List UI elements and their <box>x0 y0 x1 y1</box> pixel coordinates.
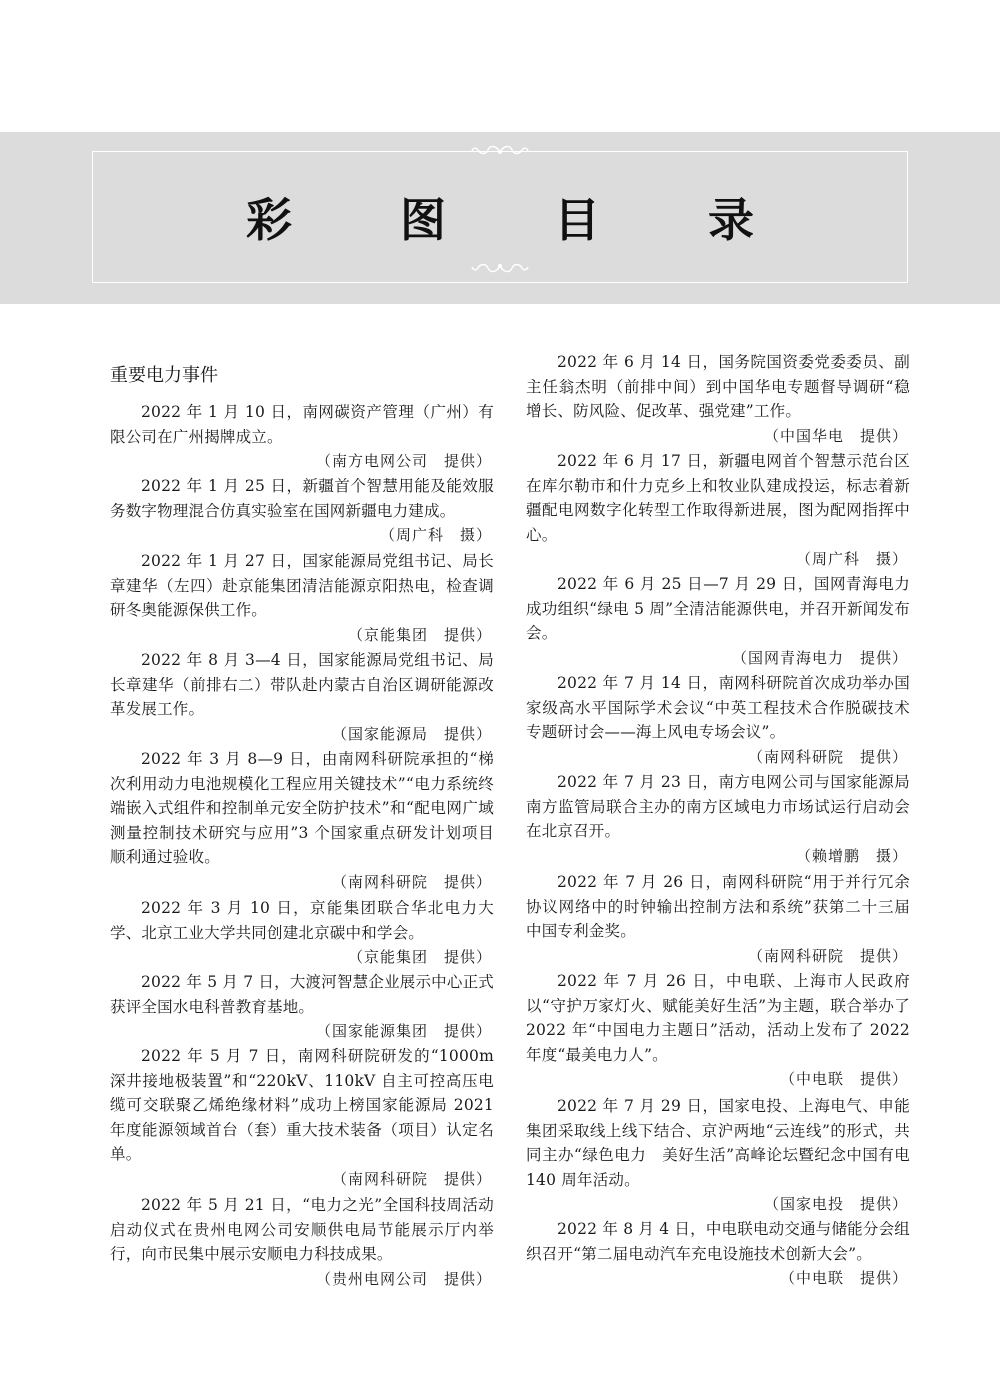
photo-credit: （京能集团 提供） <box>347 948 492 966</box>
event-text: 2022 年 1 月 25 日，新疆首个智慧用能及能效服务数字物理混合仿真实验室在国网新疆电力建成。 <box>110 477 494 520</box>
event-entry <box>110 400 494 474</box>
event-text: 2022 年 3 月 8—9 日，由南网科研院承担的“梯次利用动力电池规模化工程应用关键技术”“电力系统终端嵌入式组件和控制单元安全防护技术”和“配电网广域测量控制技术研究与应用”3 个国家重点研发计划项目顺利通过验收。 <box>110 750 494 866</box>
photo-credit: （贵州电网公司 提供） <box>315 1269 492 1288</box>
event-entry <box>526 770 910 868</box>
event-text: 2022 年 5 月 7 日，南网科研院研发的“1000m 深井接地极装置”和“220kV、110kV 自主可控高压电缆可交联聚乙烯绝缘材料”成功上榜国家能源局 2021 年度能源领域首台（套）重大技术装备（项目）认定名单。 <box>110 1047 494 1163</box>
photo-credit: （南网科研院 提供） <box>331 1169 492 1188</box>
event-entry <box>110 474 494 548</box>
event-entry <box>110 648 494 746</box>
event-entry <box>526 969 910 1092</box>
flourish-ornament-icon <box>470 256 530 276</box>
photo-credit: （中电联 提供） <box>779 1070 908 1088</box>
event-text: 2022 年 6 月 14 日，国务院国资委党委委员、副主任翁杰明（前排中间）到中国华电专题督导调研“稳增长、防风险、促改革、强党建”工作。 <box>526 353 910 420</box>
event-text: 2022 年 8 月 3—4 日，国家能源局党组书记、局长章建华（前排右二）带队赴内蒙古自治区调研能源改革发展工作。 <box>110 651 494 718</box>
event-entry <box>110 549 494 647</box>
event-entry <box>526 671 910 769</box>
event-text: 2022 年 5 月 21 日，“电力之光”全国科技周活动启动仪式在贵州电网公司安顺供电局节能展示厅内举行，向市民集中展示安顺电力科技成果。 <box>110 1196 494 1263</box>
event-text: 2022 年 7 月 14 日，南网科研院首次成功举办国家级高水平国际学术会议“中英工程技术合作脱碳技术专题研讨会——海上风电专场会议”。 <box>526 674 910 741</box>
event-text: 2022 年 8 月 4 日，中电联电动交通与储能分会组织召开“第二届电动汽车充电设施技术创新大会”。 <box>526 1220 910 1263</box>
event-entry <box>526 572 910 670</box>
flourish-ornament-icon <box>470 142 530 162</box>
photo-credit: （南网科研院 提供） <box>331 872 492 891</box>
photo-credit: （周广科 摄） <box>379 526 492 544</box>
event-text: 2022 年 7 月 29 日，国家电投、上海电气、申能集团采取线上线下结合、京沪两地“云连线”的形式，共同主办“绿色电力 美好生活”高峰论坛暨纪念中国有电 140 周年活动。 <box>526 1097 910 1189</box>
event-entry <box>526 1094 910 1217</box>
photo-credit: （国家电投 提供） <box>763 1195 908 1213</box>
event-text: 2022 年 7 月 26 日，南网科研院“用于并行冗余协议网络中的时钟输出控制方法和系统”获第二十三届中国专利金奖。 <box>526 873 910 940</box>
photo-credit: （国网青海电力 提供） <box>731 648 908 667</box>
photo-credit: （国家能源集团 提供） <box>315 1022 492 1040</box>
event-text: 2022 年 5 月 7 日，大渡河智慧企业展示中心正式获评全国水电科普教育基地。 <box>110 973 494 1016</box>
event-text: 2022 年 7 月 23 日，南方电网公司与国家能源局南方监管局联合主办的南方区域电力市场试运行启动会在北京召开。 <box>526 773 910 840</box>
photo-credit: （南网科研院 提供） <box>747 946 908 965</box>
event-entry <box>110 896 494 970</box>
page-title: 彩 图 目 录 <box>245 193 801 247</box>
event-entry <box>526 449 910 572</box>
event-text: 2022 年 3 月 10 日，京能集团联合华北电力大学、北京工业大学共同创建北京碳中和学会。 <box>110 899 494 942</box>
event-text: 2022 年 6 月 25 日—7 月 29 日，国网青海电力成功组织“绿电 5 周”全清洁能源供电，并召开新闻发布会。 <box>526 575 910 642</box>
photo-credit: （赖增鹏 摄） <box>795 846 908 865</box>
event-entry <box>110 1193 494 1291</box>
event-entry <box>110 747 494 894</box>
photo-credit: （京能集团 提供） <box>347 625 492 644</box>
photo-credit: （南网科研院 提供） <box>747 747 908 766</box>
event-text: 2022 年 1 月 10 日，南网碳资产管理（广州）有限公司在广州揭牌成立。 <box>110 403 494 446</box>
photo-credit: （中电联 提供） <box>779 1269 908 1287</box>
title-banner <box>0 132 1000 304</box>
photo-credit: （国家能源局 提供） <box>331 724 492 743</box>
photo-credit: （中国华电 提供） <box>763 426 908 445</box>
event-entry <box>110 1044 494 1191</box>
event-entry <box>526 1217 910 1291</box>
event-entry <box>526 870 910 968</box>
event-text: 2022 年 7 月 26 日，中电联、上海市人民政府以“守护万家灯火、赋能美好生活”为主题，联合举办了 2022 年“中国电力主题日”活动，活动上发布了 2022 年度“最美电力人”。 <box>526 972 910 1064</box>
event-entry <box>110 970 494 1044</box>
section-heading: 重要电力事件 <box>110 365 218 386</box>
event-text: 2022 年 1 月 27 日，国家能源局党组书记、局长章建华（左四）赴京能集团清洁能源京阳热电，检查调研冬奥能源保供工作。 <box>110 552 494 619</box>
event-text: 2022 年 6 月 17 日，新疆电网首个智慧示范台区在库尔勒市和什力克乡上和牧业队建成投运，标志着新疆配电网数字化转型工作取得新进展，图为配网指挥中心。 <box>526 452 910 544</box>
photo-credit: （南方电网公司 提供） <box>315 452 492 470</box>
photo-credit: （周广科 摄） <box>795 550 908 568</box>
event-entry <box>526 350 910 448</box>
